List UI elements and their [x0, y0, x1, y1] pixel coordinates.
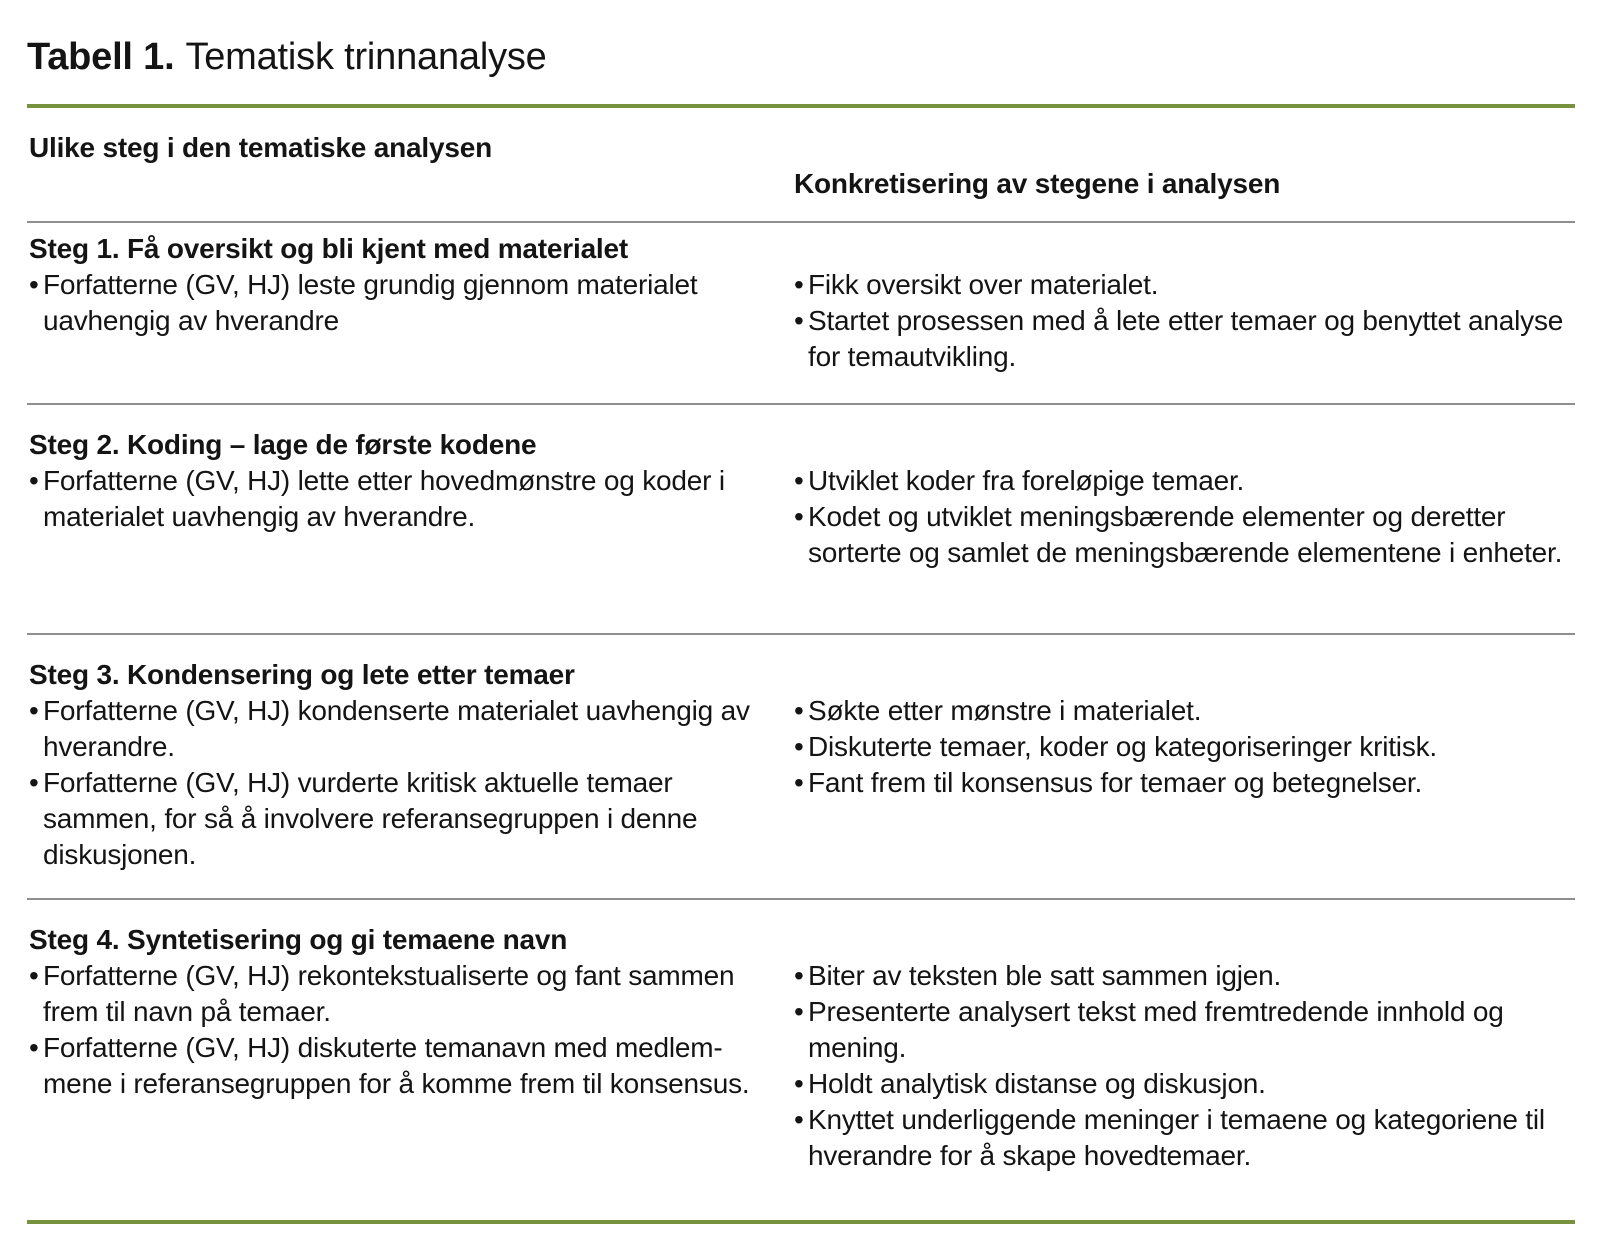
list-item-text: Søkte etter mønstre i materialet. — [808, 695, 1202, 726]
list-item-text: Forfatterne (GV, HJ) lette etter hovedmønstre og koder i materialet uavhengig av hverandre. — [43, 465, 725, 532]
list-item-text: Kodet og utviklet meningsbærende elementer og deretter sorterte og samlet de meningsbærende elementene i enheter. — [808, 501, 1563, 568]
bullet-icon: • — [794, 996, 804, 1027]
row3-left-cell — [27, 635, 792, 898]
bullet-icon: • — [794, 1068, 804, 1099]
bullet-icon: • — [794, 695, 804, 726]
table-header-row — [27, 108, 1575, 223]
step-heading: Steg 4. Syntetisering og gi temaene navn — [29, 924, 568, 955]
list-item — [794, 499, 1575, 571]
list-item-text: Fant frem til konsensus for temaer og betegnelser. — [808, 767, 1423, 798]
list-item — [29, 958, 790, 1030]
list-item-text: Forfatterne (GV, HJ) vurderte kritisk aktuelle temaer sammen, for så å involvere referansegruppen i denne diskusjonen. — [43, 767, 698, 870]
header-cell-right — [792, 108, 1575, 221]
header-cell-left — [27, 108, 792, 221]
list-item-text: Biter av teksten ble satt sammen igjen. — [808, 960, 1282, 991]
list-item — [794, 1102, 1575, 1174]
list-item — [794, 994, 1575, 1066]
table-row-step-1 — [27, 223, 1575, 405]
list-item — [794, 729, 1575, 765]
bullet-icon: • — [29, 1032, 39, 1063]
bullet-icon: • — [794, 731, 804, 762]
bullet-icon: • — [794, 767, 804, 798]
list-item-text: Diskuterte temaer, koder og kategoriseringer kritisk. — [808, 731, 1437, 762]
bullet-icon: • — [794, 501, 804, 532]
row2-right-cell — [792, 405, 1575, 633]
list-item-text: Utviklet koder fra foreløpige temaer. — [808, 465, 1245, 496]
list-item — [29, 463, 790, 535]
thematic-analysis-table — [27, 104, 1575, 1224]
bullet-icon: • — [29, 695, 39, 726]
bullet-icon: • — [794, 465, 804, 496]
list-item — [794, 693, 1575, 729]
row1-left-cell — [27, 223, 792, 403]
list-item — [794, 1066, 1575, 1102]
row3-right-cell — [792, 635, 1575, 898]
bullet-icon: • — [794, 305, 804, 336]
list-item — [29, 1030, 790, 1102]
list-item-text: Forfatterne (GV, HJ) rekontekstualiserte og fant sammen frem til navn på temaer. — [43, 960, 735, 1027]
list-item-text: Forfatterne (GV, HJ) leste grundig gjennom materialet uavhengig av hverandre — [43, 269, 698, 336]
list-item — [29, 693, 790, 765]
bullet-icon: • — [29, 767, 39, 798]
list-item — [29, 765, 790, 873]
bullet-icon: • — [29, 960, 39, 991]
bullet-icon: • — [29, 269, 39, 300]
bullet-icon: • — [794, 269, 804, 300]
step-heading: Steg 2. Koding – lage de første kodene — [29, 429, 537, 460]
list-item-text: Knyttet underliggende meninger i temaene og kategoriene til hverandre for å skape hovedtemaer. — [808, 1104, 1545, 1171]
step-heading: Steg 3. Kondensering og lete etter temaer — [29, 659, 575, 690]
table-caption-title: Tematisk trinnanalyse — [185, 36, 547, 78]
column-header-steps: Ulike steg i den tematiske analysen — [29, 132, 492, 163]
list-item-text: Forfatterne (GV, HJ) diskuterte temanavn med medlem-mene i referansegruppen for å komme frem til konsensus. — [43, 1032, 750, 1099]
list-item — [794, 958, 1575, 994]
list-item — [794, 765, 1575, 801]
list-item-text: Presenterte analysert tekst med fremtredende innhold og mening. — [808, 996, 1504, 1063]
row4-right-cell — [792, 900, 1575, 1220]
table-caption-label: Tabell 1. — [27, 36, 175, 78]
table-row-step-3 — [27, 635, 1575, 900]
step-heading: Steg 1. Få oversikt og bli kjent med materialet — [29, 233, 629, 264]
table-row-step-2 — [27, 405, 1575, 635]
list-item — [794, 303, 1575, 375]
row1-right-cell — [792, 223, 1575, 403]
row2-left-cell — [27, 405, 792, 633]
list-item-text: Holdt analytisk distanse og diskusjon. — [808, 1068, 1266, 1099]
table-row-step-4 — [27, 900, 1575, 1220]
list-item-text: Startet prosessen med å lete etter temaer og benyttet analyse for temautvikling. — [808, 305, 1564, 372]
table-caption — [27, 34, 1575, 80]
list-item — [794, 267, 1575, 303]
bullet-icon: • — [794, 1104, 804, 1135]
list-item — [794, 463, 1575, 499]
list-item-text: Forfatterne (GV, HJ) kondenserte materialet uavhengig av hverandre. — [43, 695, 750, 762]
column-header-concretization: Konkretisering av stegene i analysen — [794, 168, 1281, 199]
bullet-icon: • — [794, 960, 804, 991]
bullet-icon: • — [29, 465, 39, 496]
list-item-text: Fikk oversikt over materialet. — [808, 269, 1159, 300]
list-item — [29, 267, 790, 339]
row4-left-cell — [27, 900, 792, 1220]
